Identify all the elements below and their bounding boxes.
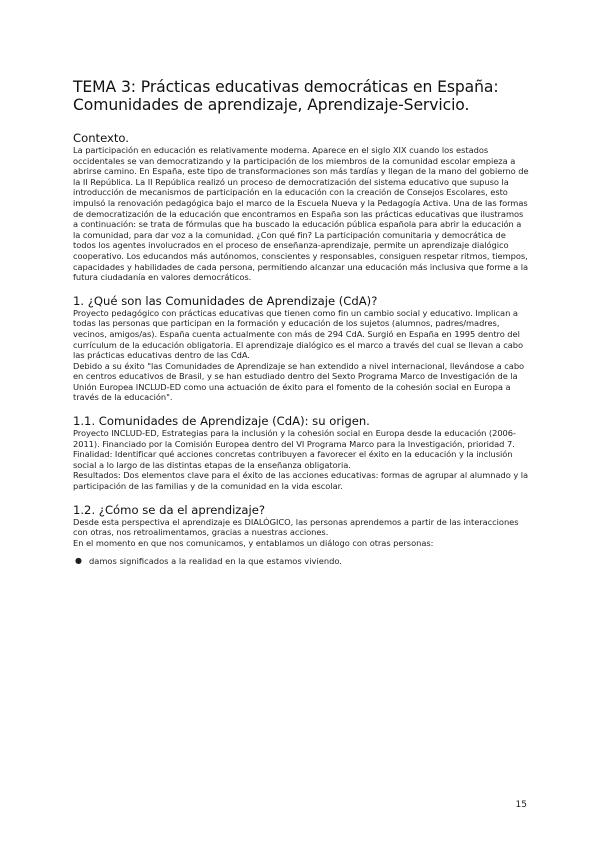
list-item-text: damos significados a la realidad en la que estamos viviendo. xyxy=(89,556,342,567)
document-title: TEMA 3: Prácticas educativas democráticas en España: Comunidades de aprendizaje, Aprendizaje-Servicio. xyxy=(73,78,499,114)
paragraph-1-1-2: Finalidad: Identificar qué acciones concretas contribuyen a favorecer el éxito en la educación y la inclusión social a lo largo de las distintas etapas de la enseñanza obligatoria. xyxy=(73,449,513,470)
paragraph-1-1-3: Resultados: Dos elementos clave para el éxito de las acciones educativas: formas de agrupar al alumnado y la participación de las familias y de la comunidad en la vida escolar. xyxy=(73,470,529,492)
section-heading-contexto: Contexto. xyxy=(73,131,129,145)
paragraph-1-2: Debido a su éxito "las Comunidades de Aprendizaje se han extendido a nivel internacional, llevándose a cabo en centros educativos de Brasil, y se han estudiado dentro del Sexto Programa Marco de Investigación de la Unión Europea INCLUD-ED como una actuación de éxito para el fomento de la cohesión social en Europa a través de la educación". xyxy=(73,360,525,403)
section-1-1 xyxy=(73,415,529,492)
section-contexto xyxy=(73,132,529,283)
bullet-list xyxy=(73,556,529,567)
section-heading-1-1: 1.1. Comunidades de Aprendizaje (CdA): su origen. xyxy=(73,414,370,429)
list-item xyxy=(75,556,529,567)
paragraph-1-2-1: Desde esta perspectiva el aprendizaje es DIALÓGICO, las personas aprendemos a partir de las interacciones con otras, nos retroalimentamos, gracias a nuestras acciones. xyxy=(73,516,519,538)
section-heading-1: 1. ¿Qué son las Comunidades de Aprendizaje (CdA)? xyxy=(73,293,378,308)
paragraph-1-1-1: Proyecto INCLUD-ED, Estrategias para la inclusión y la cohesión social en Europa desde la educación (2006-2011). Financiado por la Comisión Europea dentro del VI Programa Marco para la Investigación, prioridad 7. xyxy=(73,428,516,449)
page-number: 15 xyxy=(515,800,527,810)
bullet-icon: ● xyxy=(75,556,82,566)
paragraph-contexto: La participación en educación es relativamente moderna. Aparece en el siglo XIX cuando los estados occidentales se van democratizando y la participación de los miembros de la comunidad escolar empieza a abrirse camino. En España, este tipo de transformaciones son más tardías y llegan de la mano del gobierno de la II República. La II República realizó un proceso de democratización del sistema educativo que supuso la introducción de mecanismos de participación en la educación con la creación de Consejos Escolares, esto impulsó la renovación pedagógica bajo el marco de la Escuela Nueva y la Pedagogía Activa. Una de las formas de democratización de la educación que encontramos en España son las prácticas educativas que ilustramos a continuación: se trata de fórmulas que ha buscado la educación pública española para abrir la educación a la comunidad, para dar voz a la comunidad. ¿Con qué fin? La participación comunitaria y democrática de todos los agentes involucrados en el proceso de enseñanza-aprendizaje, permite un aprendizaje dialógico cooperativo. Los educandos más autónomos, conscientes y responsables, consiguen respetar ritmos, tiempos, capacidades y habilidades de cada persona, permitiendo alcanzar una educación más inclusiva que forme a la futura ciudadanía en valores democráticos. xyxy=(73,145,529,283)
section-heading-1-2: 1.2. ¿Cómo se da el aprendizaje? xyxy=(73,502,266,517)
section-1-2 xyxy=(73,504,529,567)
paragraph-1-2-2: En el momento en que nos comunicamos, y entablamos un diálogo con otras personas: xyxy=(73,537,434,548)
document-page xyxy=(73,78,529,567)
section-1 xyxy=(73,295,529,403)
paragraph-1-1: Proyecto pedagógico con prácticas educativas que tienen como fin un cambio social y educativo. Implican a todas las personas que participan en la formación y educación de los sujetos (alumnos, padres/madres, vecinos, amigos/as). España cuenta actualmente con más de 294 CdA. Surgió en España en 1995 dentro del currículum de la educación obligatoria. El aprendizaje dialógico es el marco a través del cual se llevan a cabo las prácticas educativas dentro de las CdA. xyxy=(73,307,524,361)
